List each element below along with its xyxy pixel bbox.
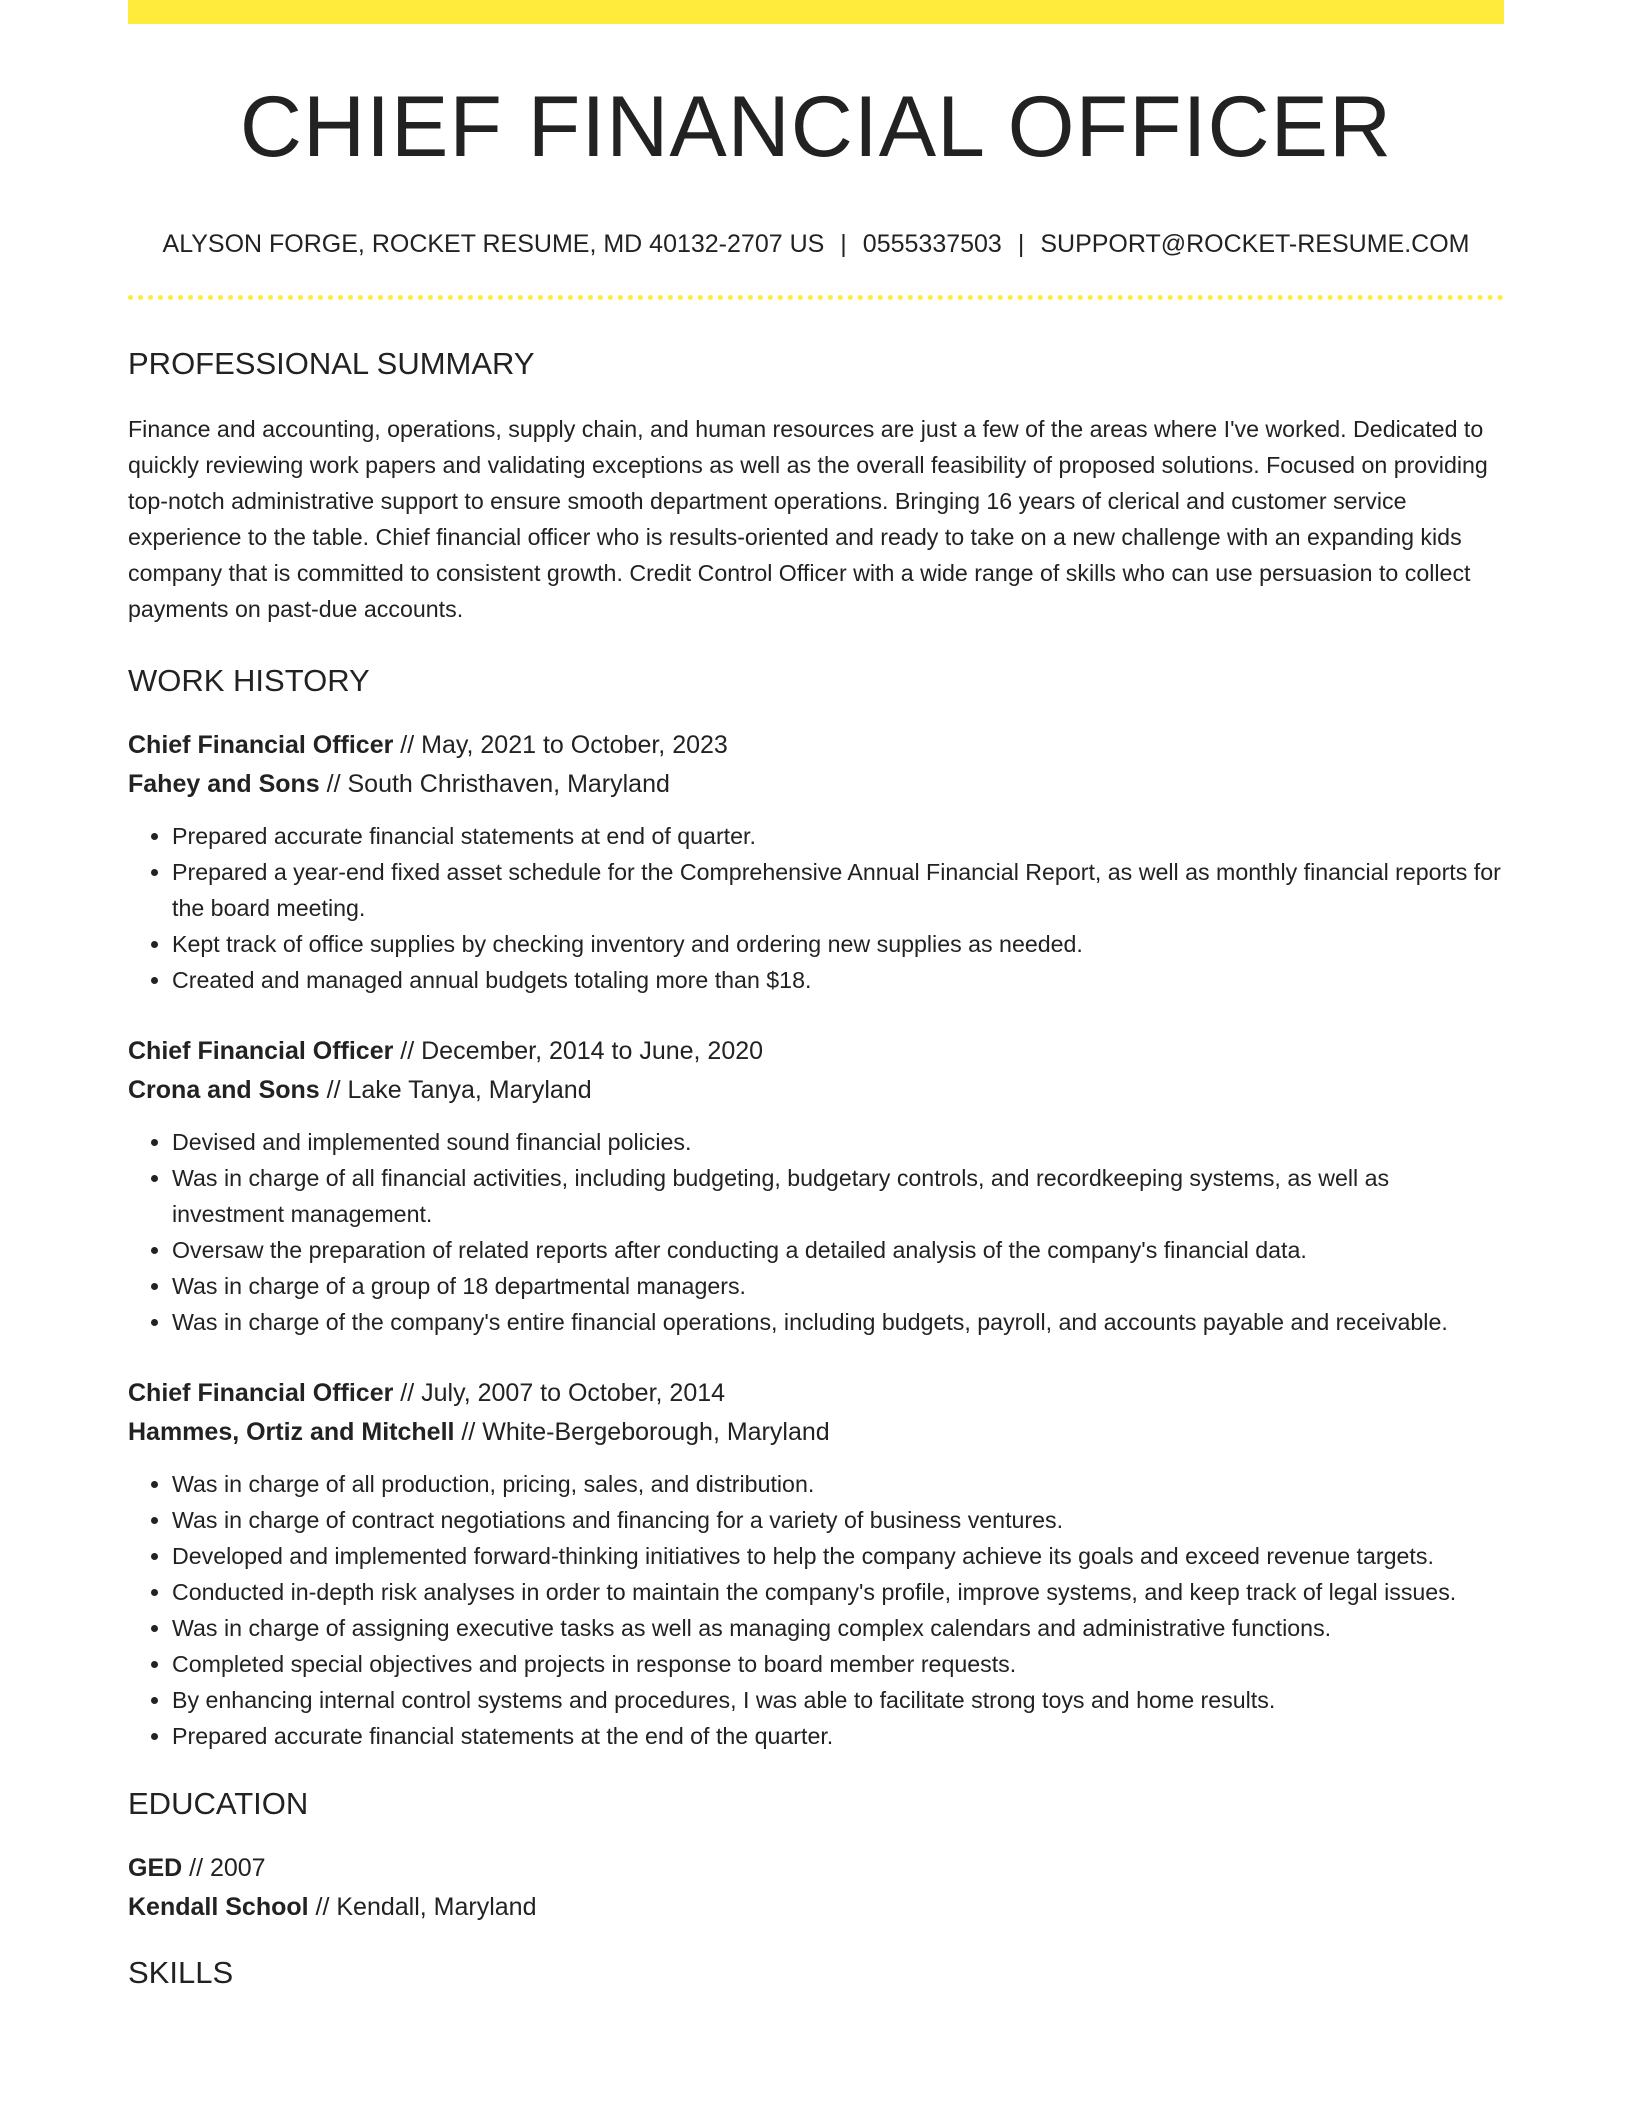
- education-entry: [128, 1849, 1504, 1927]
- job-bullet: • Prepared a year-end fixed asset schedule for the Comprehensive Annual Financial Report, as well as monthly financial reports for the board meeting.: [172, 854, 1504, 926]
- job-bullet: • Completed special objectives and projects in response to board member requests.: [172, 1646, 1504, 1682]
- job-entry: [128, 726, 1504, 998]
- job-dates: // May, 2021 to October, 2023: [393, 731, 728, 759]
- job-company: Fahey and Sons: [128, 770, 320, 798]
- job-bullet: • Was in charge of the company's entire financial operations, including budgets, payroll, and accounts payable and receivable.: [172, 1304, 1504, 1340]
- education-degree-line: [128, 1849, 1504, 1888]
- dotted-divider: [128, 295, 1504, 300]
- job-bullet: • Was in charge of all production, pricing, sales, and distribution.: [172, 1466, 1504, 1502]
- job-dates: // December, 2014 to June, 2020: [393, 1037, 764, 1065]
- job-company-line: [128, 1413, 1504, 1452]
- job-bullets: [128, 1124, 1504, 1340]
- job-role: Chief Financial Officer: [128, 731, 394, 759]
- job-role-line: [128, 1374, 1504, 1413]
- resume-page: [128, 0, 1504, 1988]
- education-degree: GED: [128, 1854, 183, 1882]
- job-bullet: • Was in charge of contract negotiations and financing for a variety of business ventures.: [172, 1502, 1504, 1538]
- job-dates: // July, 2007 to October, 2014: [393, 1379, 726, 1407]
- job-location: // Lake Tanya, Maryland: [319, 1076, 592, 1104]
- job-location: // White-Bergeborough, Maryland: [454, 1418, 830, 1446]
- job-entry: [128, 1374, 1504, 1754]
- job-role: Chief Financial Officer: [128, 1037, 394, 1065]
- job-bullet: • Was in charge of assigning executive tasks as well as managing complex calendars and administrative functions.: [172, 1610, 1504, 1646]
- resume-title: CHIEF FINANCIAL OFFICER: [239, 79, 1393, 175]
- summary-text: Finance and accounting, operations, supply chain, and human resources are just a few of the areas where I've worked. Dedicated to quickly reviewing work papers and validating exceptions as well as the overall feasibility of proposed solutions. Focused on providing top-notch administrative support to ensure smooth department operations. Bringing 16 years of clerical and customer service experience to the table. Chief financial officer who is results-oriented and ready to take on a new challenge with an expanding kids company that is committed to consistent growth. Credit Control Officer with a wide range of skills who can use persuasion to collect payments on past-due accounts.: [128, 416, 1488, 622]
- job-bullets: [128, 1466, 1504, 1754]
- accent-bar: [128, 0, 1504, 24]
- job-bullet: • Oversaw the preparation of related reports after conducting a detailed analysis of the company's financial data.: [172, 1232, 1504, 1268]
- job-company-line: [128, 1071, 1504, 1110]
- section-title-education: EDUCATION: [128, 1786, 309, 1821]
- section-title-skills: SKILLS: [128, 1955, 234, 1990]
- job-company: Hammes, Ortiz and Mitchell: [128, 1418, 455, 1446]
- job-bullet: • Created and managed annual budgets totaling more than $18.: [172, 962, 1504, 998]
- job-bullet: • Conducted in-depth risk analyses in order to maintain the company's profile, improve systems, and keep track of legal issues.: [172, 1574, 1504, 1610]
- job-bullet: • Prepared accurate financial statements at the end of the quarter.: [172, 1718, 1504, 1754]
- job-bullets: [128, 818, 1504, 998]
- contact-phone: 0555337503: [862, 230, 1002, 258]
- job-bullet: • Prepared accurate financial statements at end of quarter.: [172, 818, 1504, 854]
- job-company: Crona and Sons: [128, 1076, 320, 1104]
- job-bullet: • Developed and implemented forward-thinking initiatives to help the company achieve its goals and exceed revenue targets.: [172, 1538, 1504, 1574]
- job-location: // South Christhaven, Maryland: [319, 770, 670, 798]
- job-bullet: • By enhancing internal control systems and procedures, I was able to facilitate strong toys and home results.: [172, 1682, 1504, 1718]
- job-role-line: [128, 726, 1504, 765]
- education-school: Kendall School: [128, 1893, 309, 1921]
- job-entry: [128, 1032, 1504, 1340]
- job-bullet: • Kept track of office supplies by checking inventory and ordering new supplies as needed.: [172, 926, 1504, 962]
- job-company-line: [128, 765, 1504, 804]
- contact-address: ALYSON FORGE, ROCKET RESUME, MD 40132-2707 US: [162, 230, 825, 258]
- education-location: // Kendall, Maryland: [308, 1893, 537, 1921]
- contact-separator: |: [1017, 230, 1025, 258]
- section-title-summary: PROFESSIONAL SUMMARY: [128, 346, 535, 381]
- contact-email: SUPPORT@ROCKET-RESUME.COM: [1040, 230, 1470, 258]
- job-role-line: [128, 1032, 1504, 1071]
- job-bullet: • Was in charge of a group of 18 departmental managers.: [172, 1268, 1504, 1304]
- education-school-line: [128, 1888, 1504, 1927]
- job-bullet: • Devised and implemented sound financial policies.: [172, 1124, 1504, 1160]
- education-year: // 2007: [182, 1854, 266, 1882]
- job-role: Chief Financial Officer: [128, 1379, 394, 1407]
- section-title-work-history: WORK HISTORY: [128, 663, 370, 698]
- contact-separator: |: [840, 230, 847, 258]
- job-bullet: • Was in charge of all financial activities, including budgeting, budgetary controls, and recordkeeping systems, as well as investment management.: [172, 1160, 1504, 1232]
- contact-line: [128, 232, 1504, 257]
